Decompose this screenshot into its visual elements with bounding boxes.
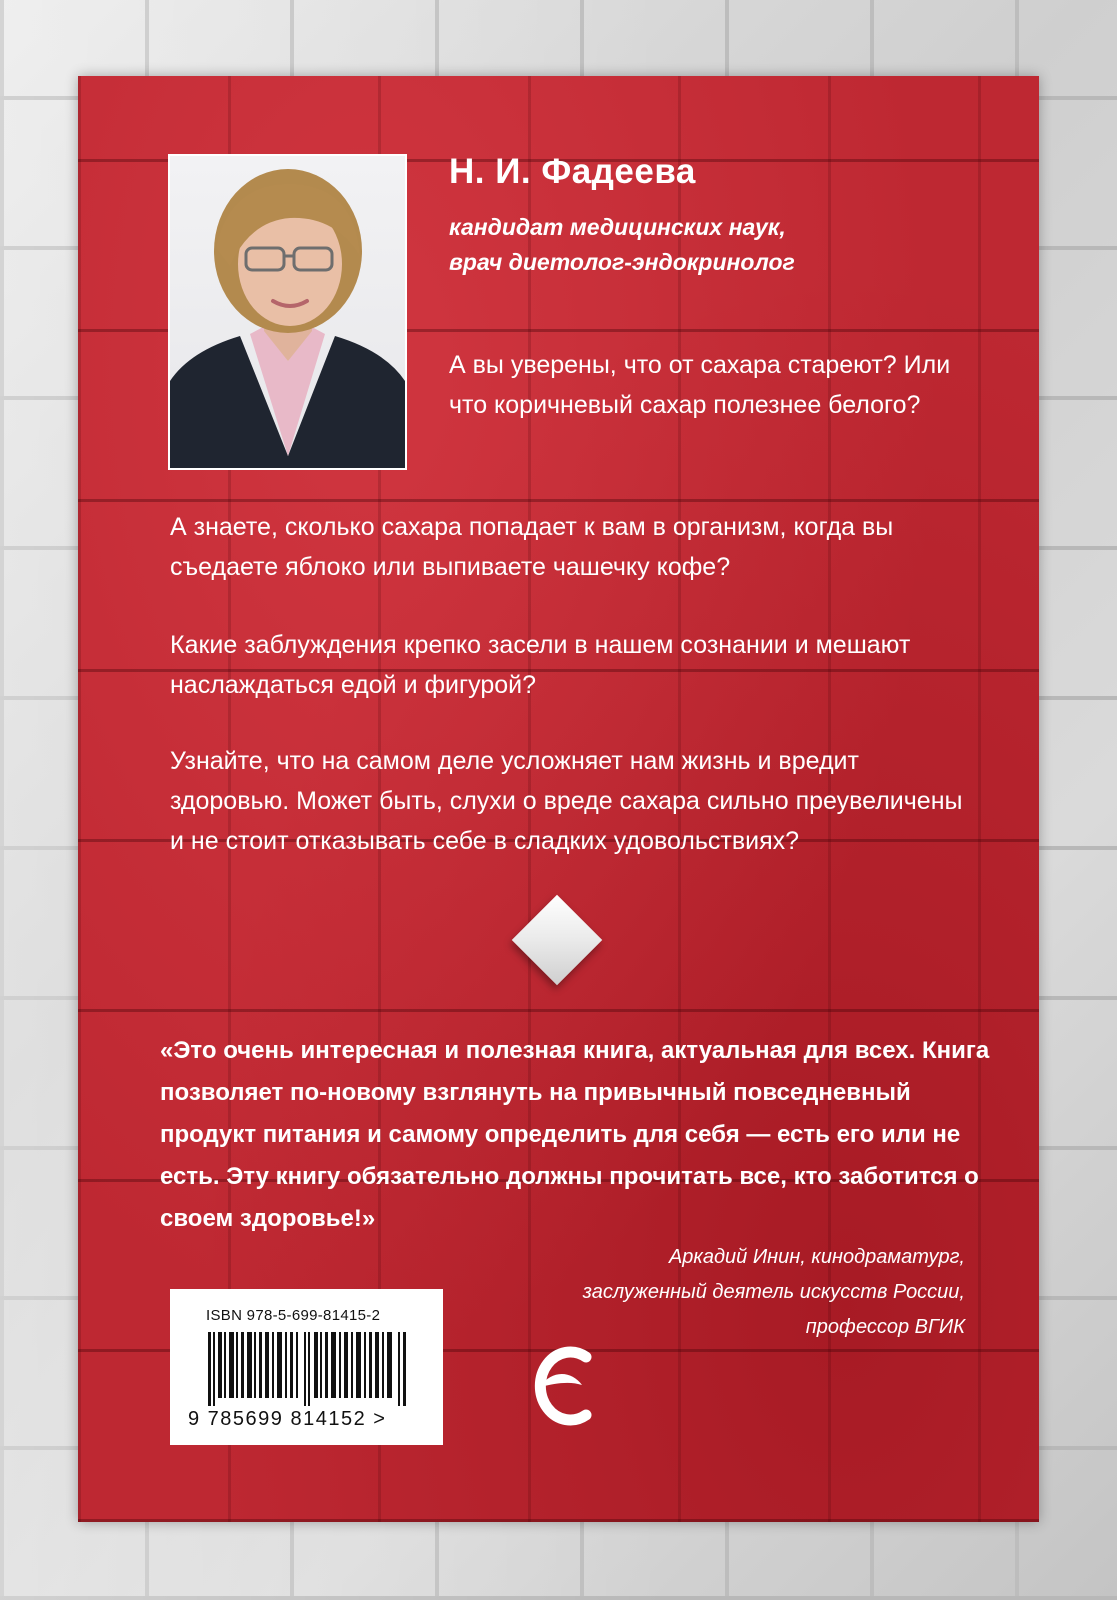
barcode-box <box>170 1289 443 1445</box>
paragraph-question-aging: А вы уверены, что от сахара стареют? Или что коричневый сахар полезнее белого? <box>449 351 951 419</box>
paragraph-question-apple: А знаете, сколько сахара попадает к вам в организм, когда вы съедаете яблоко или выпиваете чашечку кофе? <box>170 513 894 581</box>
barcode-digits: 9 785699 814152 > <box>188 1408 387 1430</box>
paragraph-question-myths: Какие заблуждения крепко засели в нашем сознании и мешают наслаждаться едой и фигурой? <box>170 631 911 699</box>
eksmo-logo-icon <box>520 1335 598 1435</box>
attribution-line: Аркадий Инин, кинодраматург, <box>668 1246 965 1268</box>
quote-attribution <box>460 1240 965 1345</box>
isbn-number: ISBN 978-5-699-81415-2 <box>206 1307 381 1324</box>
credential-line: кандидат медицинских наук, <box>449 214 786 240</box>
author-portrait-icon <box>170 156 405 468</box>
paragraph-find-out: Узнайте, что на самом деле усложняет нам жизнь и вредит здоровью. Может быть, слухи о вреде сахара сильно преувеличены и не стоит отказывать себе в сладких удовольствиях? <box>170 747 963 855</box>
credential-line: врач диетолог-эндокринолог <box>449 249 795 275</box>
attribution-line: профессор ВГИК <box>805 1316 965 1338</box>
author-name: Н. И. Фадеева <box>449 152 696 191</box>
barcode-icon <box>208 1332 408 1406</box>
attribution-line: заслуженный деятель искусств России, <box>582 1281 965 1303</box>
author-credentials <box>449 210 795 280</box>
review-quote: «Это очень интересная и полезная книга, актуальная для всех. Книга позволяет по-новому взглянуть на привычный повседневный продукт питания и самому определить для себя — есть его или не есть. Эту книгу обязательно должны прочитать все, кто заботится о своем здоровье!» <box>160 1037 990 1232</box>
author-photo <box>168 154 407 470</box>
